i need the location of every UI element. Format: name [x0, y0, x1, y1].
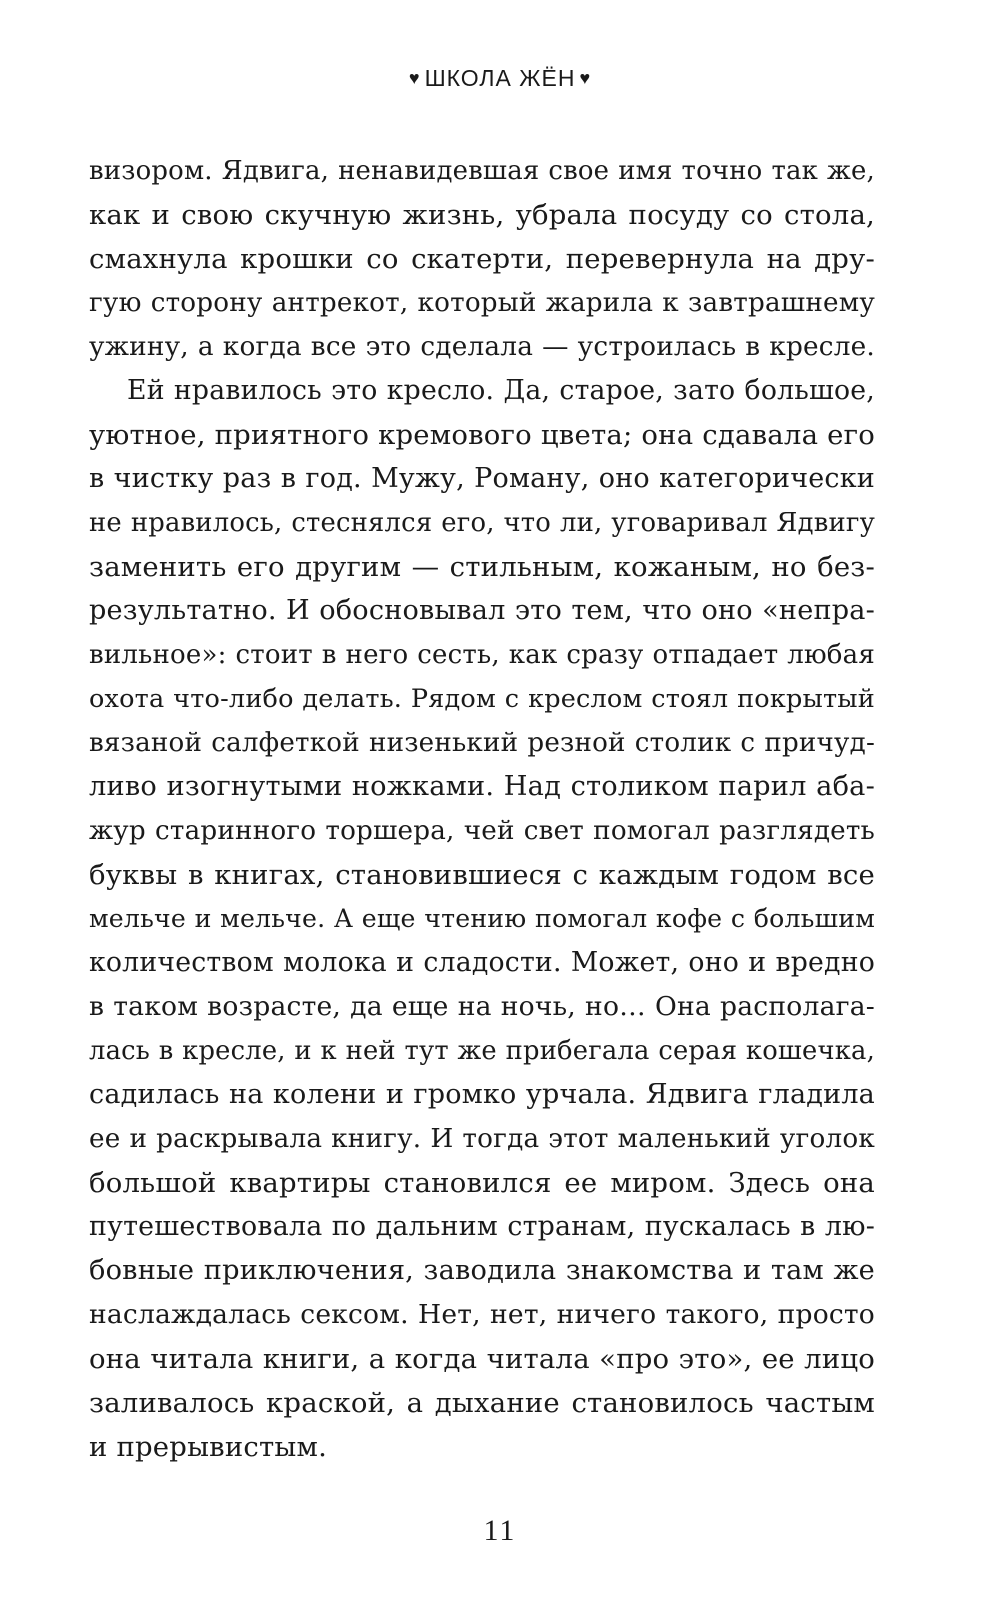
text-line: бовные приключения, заводила знакомства и там же [89, 1255, 875, 1286]
text-line: заливалось краской, а дыхание становилось частым [89, 1387, 875, 1419]
page-number: 11 [483, 1514, 517, 1547]
body-text [89, 149, 875, 1469]
text-line: уютное, приятного кремового цвета; она сдавала его [89, 419, 875, 451]
text-line: она читала книги, а когда читала «про это», ее лицо [89, 1343, 875, 1375]
text-line: как и свою скучную жизнь, убрала посуду со стола, [89, 199, 875, 231]
heart-icon-right: ♥ [579, 68, 592, 88]
text-line: гую сторону антрекот, который жарила к завтрашнему [89, 288, 875, 318]
text-line: не нравилось, стеснялся его, что ли, уговаривал Ядвигу [89, 508, 875, 538]
text-line: смахнула крошки со скатерти, перевернула на дру- [89, 243, 875, 275]
text-line: ливо изогнутыми ножками. Над столиком парил аба- [89, 771, 875, 802]
text-line: заменить его другим — стильным, кожаным, но без- [89, 551, 875, 583]
text-line: охота что-либо делать. Рядом с креслом стоял покрытый [89, 684, 875, 714]
heart-icon-left: ♥ [408, 68, 421, 88]
text-line: результатно. И обосновывал это тем, что оно «непра- [89, 595, 875, 626]
text-line: мельче и мельче. А еще чтению помогал кофе с большим [89, 904, 875, 933]
text-line: садилась на колени и громко урчала. Ядвига гладила [89, 1079, 875, 1110]
text-line-last: и прерывистым. [89, 1431, 328, 1463]
text-line: наслаждалась сексом. Нет, нет, ничего такого, просто [89, 1299, 875, 1330]
header-title: ШКОЛА ЖЁН [424, 65, 576, 91]
text-line: количеством молока и сладости. Может, оно и вредно [89, 947, 875, 978]
text-line: визором. Ядвига, ненавидевшая свое имя точно так же, [89, 156, 875, 186]
text-line: вязаной салфеткой низенький резной столик с причуд- [89, 728, 875, 758]
text-line: лась в кресле, и к ней тут же прибегала серая кошечка, [89, 1036, 875, 1066]
text-line: вильное»: стоит в него сесть, как сразу отпадает любая [89, 640, 875, 670]
text-line: ее и раскрывала книгу. И тогда этот маленький уголок [89, 1124, 875, 1154]
text-line: большой квартиры становился ее миром. Здесь она [89, 1167, 875, 1199]
text-line: в таком возрасте, да еще на ночь, но… Она располага- [89, 991, 875, 1022]
text-line: буквы в книгах, становившиеся с каждым годом все [89, 859, 875, 891]
running-header [0, 64, 1000, 92]
paragraph-start-line: Ей нравилось это кресло. Да, старое, зато большое, [127, 375, 875, 406]
text-line: жур старинного торшера, чей свет помогал разглядеть [89, 816, 875, 846]
text-line: ужину, а когда все это сделала — устроилась в кресле. [89, 332, 875, 362]
text-line: в чистку раз в год. Мужу, Роману, оно категорически [89, 463, 875, 494]
text-line: путешествовала по дальним странам, пускалась в лю- [89, 1211, 875, 1242]
